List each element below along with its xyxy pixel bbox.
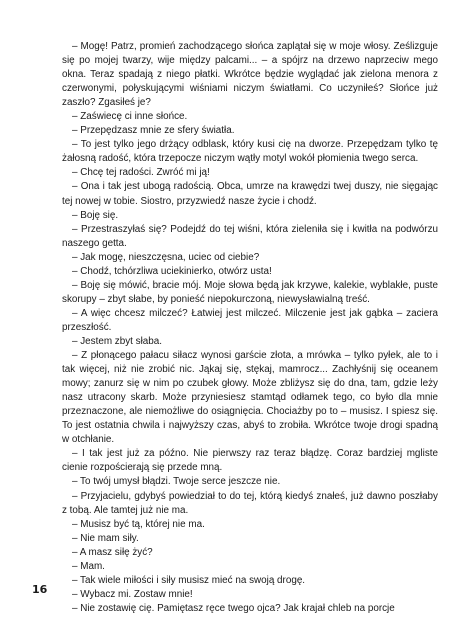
paragraph: – Chodź, tchórzliwa uciekinierko, otwórz usta!	[72, 265, 272, 277]
paragraph: – Wybacz mi. Zostaw mnie!	[72, 588, 193, 600]
paragraph: – Mogę! Patrz, promień zachodzącego słońca zaplątał się w moje włosy. Ześlizguje się po mojej twarzy, wije między palcami... – a spójrz na drzewo naprzeciw mego okna. Teraz spadają z niego płatki. Wkrótce będzie wyglądać jak zielona menora z czerwonymi, połyskującymi wiśniami niczym światłami. Co uczyniłeś? Słońce już zaszło? Zgasiłeś je?	[62, 41, 438, 109]
paragraph: – Nie mam siły.	[72, 532, 139, 544]
paragraph: – Przestraszyłaś się? Podejdź do tej wiśni, która zieleniła się i kwitła na podwórzu naszego getta.	[62, 223, 438, 249]
paragraph: – Mam.	[72, 560, 105, 572]
paragraph: – Ona i tak jest ubogą radością. Obca, umrze na krawędzi twej duszy, nie sięgając tej nowej w tobie. Siostro, przyzwiedź nasze życie i chodź.	[62, 181, 438, 207]
paragraph: – Nie zostawię cię. Pamiętasz ręce twego ojca? Jak krajał chleb na porcje	[72, 602, 395, 614]
paragraph: – A masz siłę żyć?	[72, 546, 153, 558]
paragraph: – Musisz być tą, której nie ma.	[72, 518, 205, 530]
paragraph: – I tak jest już za późno. Nie pierwszy raz teraz błądzę. Coraz bardziej mgliste cienie rozpościerają się przede mną.	[62, 448, 438, 474]
paragraph: – Jestem zbyt słaba.	[72, 335, 163, 347]
paragraph: – Przyjacielu, gdybyś powiedział to do tej, którą kiedyś znałeś, już dawno poszłaby z tobą. Ale tamtej już nie ma.	[62, 490, 438, 516]
paragraph: – A więc chcesz milczeć? Łatwiej jest milczeć. Milczenie jest jak gąbka – zaciera przeszłość.	[62, 307, 438, 333]
body-text	[62, 40, 438, 616]
paragraph: – Chcę tej radości. Zwróć mi ją!	[72, 167, 210, 179]
paragraph: – To jest tylko jego drżący odblask, który kusi cię na dworze. Przepędzam tylko tę żałosną radość, która trzepocze niczym wątły motyl wokół płomienia twego serca.	[62, 139, 438, 165]
paragraph: – Boję się.	[72, 209, 119, 221]
paragraph: – To twój umysł błądzi. Twoje serce jeszcze nie.	[72, 476, 281, 488]
paragraph: – Przepędzasz mnie ze sfery światła.	[72, 125, 235, 137]
page-number: 16	[32, 583, 48, 596]
paragraph: – Jak mogę, nieszczęsna, uciec od ciebie?	[72, 251, 260, 263]
paragraph: – Zaświecę ci inne słońce.	[72, 111, 188, 123]
paragraph: – Boję się mówić, bracie mój. Moje słowa będą jak krzywe, kalekie, wyblakłe, puste skorupy – zbyt słabe, by ponieść niepokurczoną, niewysławialną treść.	[62, 279, 438, 305]
paragraph: – Z płonącego pałacu siłacz wynosi garście złota, a mrówka – tylko pyłek, ale to i tak więcej, niż nie zrobić nic. Jąkaj się, stękaj, mamrocz... Zachłyśnij się oceanem mowy; zanurz się w nim po czubek głowy. Może zbliżysz się do dna, tam, gdzie leży nasz utracony skarb. Może przyniesiesz stamtąd odłamek tego, co było dla mnie przeznaczone, ale niemożliwe do osiągnięcia. Chociażby po to – musisz. I spiesz się. To jest ostatnia chwila i najwyższy czas, abyś to zrobiła. Wkrótce twoje drogi spadną w otchłanie.	[62, 350, 438, 446]
paragraph: – Tak wiele miłości i siły musisz mieć na swoją drogę.	[72, 574, 306, 586]
